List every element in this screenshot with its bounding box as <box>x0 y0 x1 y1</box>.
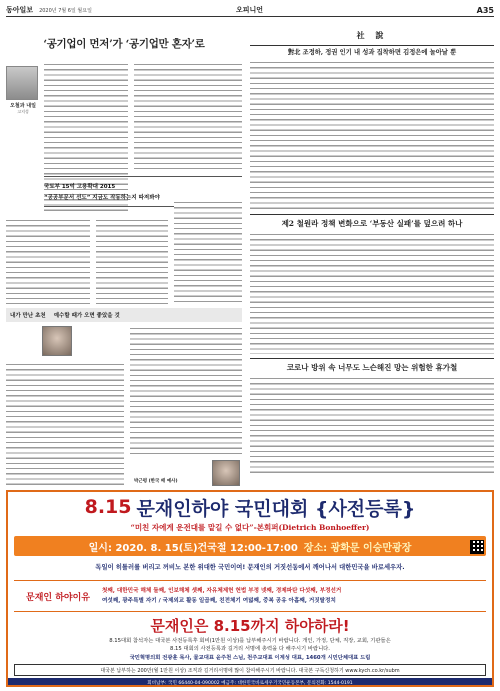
columnist-title: 고지성 <box>17 109 29 114</box>
mini-column-title: 예수할 때가 오면 좋았을 것 <box>53 313 120 319</box>
masthead-bar <box>6 4 494 17</box>
editorial-body-1 <box>250 60 494 210</box>
column-body-4 <box>96 218 168 304</box>
ad-footer-box: 대국본 납부하는 200만(월 1만원 이상) 조직과 길거리서명에 많이 참여해주시기 바랍니다. 대국본 구독신청하기 www.kych.co.kr/subm <box>14 664 486 676</box>
ad-slogan: 문재인은 8.15까지 하야하라! <box>150 617 350 635</box>
paper-name: 동아일보 <box>6 6 34 14</box>
ad-reasons-items <box>102 586 486 606</box>
mini-column-body-2 <box>130 326 242 456</box>
advertisement <box>6 490 494 687</box>
columnist2-photo <box>212 460 240 486</box>
ad-schedule-bar <box>14 536 486 556</box>
mini-column-header <box>6 308 242 322</box>
ad-title-date: 8.15 <box>84 496 132 518</box>
editorial-headline-1: 對北 조정하, 정권 인기 내 성과 집착하면 김정은에 놀아날 뿐 <box>250 45 494 57</box>
ad-schedule: 일시: 2020. 8. 15(토)건국절 12:00-17:00 <box>88 542 298 554</box>
ad-place: 장소: 광화문 이승만광장 <box>303 542 412 554</box>
mini-column-body-1 <box>6 362 124 486</box>
ad-title-text: 문재인하야 국민대회 {사전등록} <box>136 497 416 520</box>
ad-title <box>8 492 492 522</box>
left-column <box>6 22 242 487</box>
column-subhead-1: 국토부 15억 고용확대 2015 <box>44 184 116 190</box>
ad-quote: “미친 자에게 운전대를 맡길 수 없다”-본회퍼(Dietrich Bonhoeffer) <box>130 523 370 532</box>
columnist-name: 오철과 내일 <box>10 103 36 109</box>
issue-date: 2020년 7월 6일 월요일 <box>39 7 92 14</box>
ad-reasons-line-2: 여섯째, 광주특별 자기 / 국제외교 활동 일곱째, 친전체기 여덟째, 중복 공유 아홉째, 거짓탈정치 <box>102 598 336 604</box>
ad-line-3: 8.15 대회의 사전등록과 길거리 서명에 총력을 다 해주시기 바랍니다. <box>170 646 330 652</box>
ad-bank-info: 회비납부: 국민 66440-04-090002 예금주: 대한민국바로세우기국민운동본부, 문의전화: 1544-0191 <box>8 678 492 687</box>
ad-reasons-line-1: 첫째, 대한민국 해체 둘째, 인보해체 셋째, 자유체제헌 헌법 부정 넷째, 경제파탄 다섯째, 부정선거 <box>102 588 342 594</box>
columnist-byline <box>6 66 40 115</box>
columnist2-name: 박근평 (한국 배 예사) <box>134 479 178 484</box>
page-number: A35 <box>476 5 494 15</box>
ad-line-4: 국민혁명의회 전광훈 목사, 물교대표 윤주천 스님, 천주교대표 이계성 대표, 1460개 시민단체대표 드림 <box>129 655 371 661</box>
editorial-body-3 <box>250 376 494 476</box>
columnist-photo <box>6 66 38 100</box>
mini-column-photo <box>42 326 72 356</box>
editorial-headline-3: 코로나 방위 속 너무도 느슨해진 망는 위험한 휴가철 <box>250 358 494 373</box>
column-body-3 <box>6 218 90 304</box>
ad-reasons-label: 문재인 하야이유 <box>26 592 90 603</box>
column-subhead-2: “공공부문서 선도” 지금도 작동하는지 따져봐야 <box>44 195 160 201</box>
ad-line-1: 독일이 히틀러를 버리고 꺼비노 본한 위대한 국민이여! 문재인의 거짓선동에서 깨어나서 대한민국을 바로세우자. <box>95 564 405 571</box>
editorial-column <box>250 22 494 487</box>
ad-line-2: 8.15대회 참석자는 대국본 사전등록후 회비(1만원 이상)를 납부해주시기 바랍니다. 개인, 가정, 단체, 직장, 교회, 기관들은 <box>109 638 391 644</box>
editorial-body-2 <box>250 232 494 354</box>
section-name: 오피니언 <box>236 6 264 14</box>
column-body-2 <box>134 62 242 172</box>
ad-reasons <box>14 580 486 612</box>
mini-column-label: 내가 만난 초천 <box>10 313 46 319</box>
qr-code-icon <box>470 540 484 554</box>
editorial-tag: 社 說 <box>356 30 388 40</box>
column-body-5 <box>174 200 242 304</box>
column-headline: ‘공기업이 먼저’가 ‘공기업만 혼자’로 <box>43 38 205 50</box>
editorial-headline-2: 제2 철원라 정책 변화으로 ‘부동산 실패’를 덮으려 하나 <box>250 214 494 229</box>
